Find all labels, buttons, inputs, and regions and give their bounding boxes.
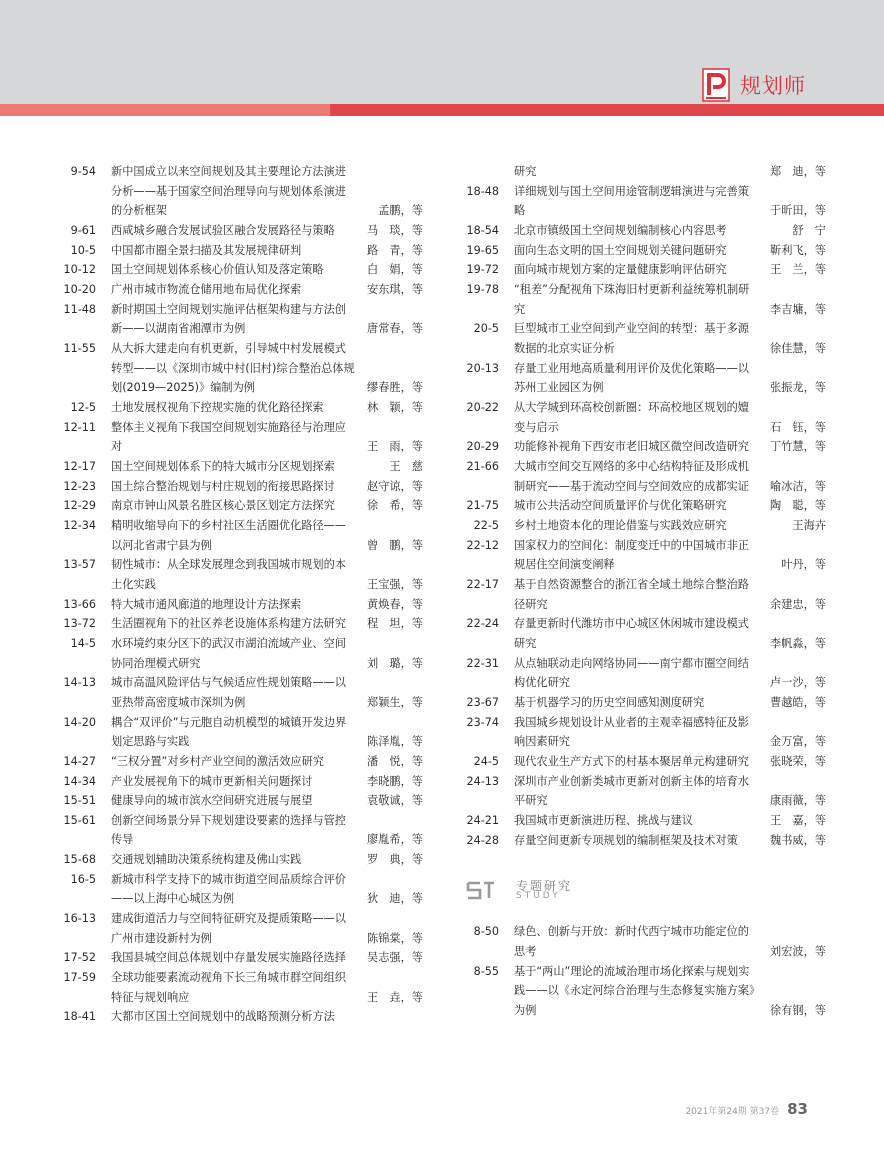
page-footer — [685, 1100, 808, 1118]
toc-page-number: 24-13 — [466, 774, 499, 788]
toc-entry — [63, 555, 423, 594]
toc-entry — [63, 221, 423, 241]
toc-article-author: 郑 迪，等 — [770, 165, 826, 178]
toc-entry — [63, 280, 423, 300]
toc-entry — [466, 260, 826, 280]
toc-article-author: 陈锦棠，等 — [367, 931, 423, 945]
toc-article-author: 赵守谅，等 — [367, 479, 423, 493]
toc-article-title: 城市公共活动空间质量评价与优化策略研究 — [514, 499, 727, 513]
toc-entry — [63, 791, 423, 811]
toc-article-author: 安东琪，等 — [367, 282, 423, 296]
toc-article-author: 廖胤希，等 — [367, 833, 423, 847]
toc-article-title: 北京市镇级国土空间规划编制核心内容思考 — [514, 223, 727, 237]
toc-article-author: 徐有钢，等 — [770, 1003, 826, 1017]
toc-page-number: 24-21 — [466, 813, 499, 827]
issue-info: 2021年第24期 第37卷 — [685, 1107, 780, 1117]
toc-article-author: 唐常春，等 — [367, 322, 423, 336]
toc-article-author: 罗 典，等 — [367, 853, 423, 867]
toc-article-title: 面向城市规划方案的定量健康影响评估研究 — [514, 263, 727, 277]
toc-article-author: 陈泽胤，等 — [367, 735, 423, 749]
toc-entry — [466, 437, 826, 457]
toc-page-number: 20-29 — [466, 440, 499, 454]
toc-page-number: 12-11 — [63, 420, 96, 434]
magazine-name: 规划师 — [740, 74, 806, 98]
toc-entry — [466, 575, 826, 614]
toc-article-author: 吴志强，等 — [367, 951, 423, 965]
toc-entry — [466, 457, 826, 496]
toc-entry — [63, 673, 423, 712]
toc-page-number: 13-66 — [63, 597, 96, 611]
toc-article-title: 研究 — [514, 165, 537, 178]
toc-entry — [466, 221, 826, 241]
toc-article-title: 大都市区国土空间规划中的战略预测分析方法 — [111, 1010, 335, 1024]
toc-entry — [63, 752, 423, 772]
toc-article-title: 巨型城市工业空间到产业空间的转型：基于多源数据的北京实证分析 — [514, 322, 749, 355]
toc-article-author: 李晓鹏，等 — [367, 774, 423, 788]
toc-entry — [63, 870, 423, 909]
toc-entry — [63, 339, 423, 398]
toc-entry — [466, 496, 826, 516]
toc-article-title: 城市高温风险评估与气候适应性规划策略——以亚热带高密度城市深圳为例 — [111, 676, 346, 709]
toc-page-number: 21-75 — [466, 499, 499, 513]
toc-article-title: 韧性城市：从全球发展理念到我国城市规划的本土化实践 — [111, 558, 346, 591]
toc-page-number: 12-17 — [63, 459, 96, 473]
toc-article-title: 国土空间规划体系核心价值认知及落定策略 — [111, 263, 324, 277]
toc-page-number: 15-51 — [63, 794, 96, 808]
toc-page-number: 22-5 — [473, 518, 499, 532]
toc-entry — [466, 241, 826, 261]
toc-article-title: 从点轴联动走向网络协同——南宁都市圈空间结构优化研究 — [514, 656, 749, 690]
toc-article-author: 马 琰，等 — [367, 223, 423, 237]
toc-entry — [466, 398, 826, 437]
magazine-brand — [702, 68, 806, 102]
section-entry-list — [466, 922, 826, 1020]
toc-entry — [466, 516, 826, 536]
toc-article-author: 王 雨，等 — [367, 440, 423, 454]
toc-article-author: 王海卉 — [792, 518, 826, 532]
toc-page-number: 19-72 — [466, 263, 499, 277]
toc-entry — [63, 948, 423, 968]
toc-page-number: 19-65 — [466, 243, 499, 257]
toc-article-author: 孟鹏，等 — [378, 204, 423, 218]
toc-article-title: 建成街道活力与空间特征研究及提质策略——以广州市建设新村为例 — [111, 912, 346, 945]
toc-article-title: 整体主义视角下我国空间规划实施路径与治理应对 — [111, 420, 346, 454]
toc-page-number: 16-5 — [70, 872, 96, 886]
study-section-logo-icon — [466, 878, 510, 902]
toc-article-title: “三权分置”对乡村产业空间的激活效应研究 — [111, 754, 324, 768]
toc-page-number: 18-54 — [466, 223, 499, 237]
toc-page-number: 16-13 — [63, 912, 96, 926]
toc-entry — [466, 536, 826, 575]
toc-article-title: 大城市空间交互网络的多中心结构特征及形成机制研究——基于流动空间与空间效应的成都实证 — [514, 459, 749, 493]
toc-article-title: 从大学城到环高校创新圈：环高校地区规划的嬗变与启示 — [514, 400, 749, 434]
toc-entry — [466, 654, 826, 693]
toc-article-author: 曹越皓，等 — [770, 695, 826, 709]
toc-entry — [63, 418, 423, 457]
toc-page-number: 20-22 — [466, 400, 499, 414]
toc-article-title: 耦合“双评价”与元胞自动机模型的城镇开发边界划定思路与实践 — [111, 715, 347, 749]
toc-page-number: 18-41 — [63, 1010, 96, 1024]
toc-article-title: 南京市钟山风景名胜区核心景区划定方法探究 — [111, 499, 335, 513]
toc-page-number: 15-61 — [63, 813, 96, 827]
toc-page-number: 8-55 — [473, 964, 499, 978]
toc-entry — [63, 496, 423, 516]
toc-page-number: 12-23 — [63, 479, 96, 493]
toc-entry — [466, 831, 826, 851]
toc-article-author: 袁敬诚，等 — [367, 794, 423, 808]
toc-article-title: 存量工业用地高质量利用评价及优化策略——以苏州工业园区为例 — [514, 361, 749, 395]
toc-page-number: 9-54 — [70, 165, 96, 178]
toc-article-author: 金万富，等 — [770, 735, 826, 749]
toc-article-author: 王 嘉，等 — [770, 813, 826, 827]
toc-article-author: 缪春胜，等 — [367, 381, 423, 395]
toc-page-number: 9-61 — [70, 223, 96, 237]
toc-page-number: 22-17 — [466, 577, 499, 591]
section-subtitle: STUDY — [516, 890, 561, 901]
toc-article-author: 王 垚，等 — [367, 990, 423, 1004]
toc-entry — [466, 811, 826, 831]
toc-page-number: 23-74 — [466, 715, 499, 729]
toc-page-number: 22-24 — [466, 617, 499, 631]
toc-article-author: 舒 宁 — [792, 223, 826, 237]
toc-left-column — [63, 162, 423, 1027]
toc-right-list — [466, 162, 826, 850]
toc-article-author: 张振龙，等 — [770, 381, 826, 395]
toc-article-title: 创新空间场景分异下规划建设要素的选择与管控传导 — [111, 813, 346, 847]
toc-article-title: 存量空间更新专项规划的编制框架及技术对策 — [514, 833, 738, 847]
toc-article-title: 功能修补视角下西安市老旧城区微空间改造研究 — [514, 440, 749, 454]
toc-article-title: 国土综合整治规划与村庄规划的衔接思路探讨 — [111, 479, 335, 493]
toc-article-title: 水环境约束分区下的武汉市湖泊流域产业、空间协同治理模式研究 — [111, 636, 346, 670]
toc-page-number: 10-5 — [70, 243, 96, 257]
toc-entry — [63, 260, 423, 280]
toc-article-author: 石 钰，等 — [770, 420, 826, 434]
toc-entry — [63, 811, 423, 850]
toc-article-author: 魏书威，等 — [770, 833, 826, 847]
toc-article-title: 国家权力的空间化：制度变迁中的中国城市非正规居住空间演变阐释 — [514, 538, 749, 572]
toc-article-title: 绿色、创新与开放：新时代西宁城市功能定位的思考 — [514, 925, 749, 958]
toc-article-author: 潘 悦，等 — [367, 754, 423, 768]
toc-entry — [63, 162, 423, 221]
section-title: 专题研究 — [516, 878, 573, 893]
toc-page-number: 22-31 — [466, 656, 499, 670]
toc-entry — [466, 752, 826, 772]
toc-article-title: 新时期国土空间规划实施评估框架构建与方法创新——以湖南省湘潭市为例 — [111, 302, 346, 336]
toc-article-title: 生活圈视角下的社区养老设施体系构建方法研究 — [111, 617, 346, 631]
toc-entry — [63, 968, 423, 1007]
toc-entry — [466, 280, 826, 319]
toc-entry — [63, 477, 423, 497]
toc-article-author: 丁竹慧，等 — [770, 440, 826, 454]
toc-article-title: 我国城市更新演进历程、挑战与建议 — [514, 813, 694, 827]
toc-article-author: 程 坦，等 — [367, 617, 423, 631]
toc-article-title: 基于“两山”理论的流域治理市场化探索与规划实践——以《永定河综合治理与生态修复实施方案》为例 — [514, 964, 755, 1017]
toc-article-title: 新城市科学支持下的城市街道空间品质综合评价——以上海中心城区为例 — [111, 872, 346, 906]
toc-entry — [466, 962, 826, 1021]
toc-page-number: 24-28 — [466, 833, 499, 847]
toc-article-title: 西咸城乡融合发展试验区融合发展路径与策略 — [111, 223, 335, 237]
toc-entry — [466, 182, 826, 221]
toc-entry — [63, 909, 423, 948]
toc-article-title: 国土空间规划体系下的特大城市分区规划探索 — [111, 459, 335, 473]
toc-article-author: 徐佳慧，等 — [770, 341, 826, 355]
toc-article-title: 基于机器学习的历史空间感知测度研究 — [514, 695, 705, 709]
toc-article-title: 健康导向的城市滨水空间研究进展与展望 — [111, 794, 313, 808]
toc-page-number: 11-48 — [63, 302, 96, 316]
toc-article-title: 深圳市产业创新类城市更新对创新主体的培育水平研究 — [514, 774, 749, 808]
toc-article-title: 特大城市通风廊道的地理设计方法探索 — [111, 597, 302, 611]
toc-page-number: 21-66 — [466, 459, 499, 473]
toc-article-author: 陶 聪，等 — [770, 499, 826, 513]
toc-page-number: 8-50 — [473, 925, 499, 939]
toc-entry — [63, 634, 423, 673]
toc-article-author: 王 慈 — [389, 459, 423, 473]
toc-article-title: 基于自然资源整合的浙江省全域土地综合整治路径研究 — [514, 577, 749, 611]
toc-entry — [63, 713, 423, 752]
toc-article-title: 土地发展权视角下控规实施的优化路径探索 — [111, 400, 324, 414]
toc-page-number: 20-13 — [466, 361, 499, 375]
toc-page-number: 12-29 — [63, 499, 96, 513]
toc-article-author: 刘 璐，等 — [367, 656, 423, 670]
toc-article-author: 叶丹，等 — [781, 558, 826, 572]
toc-page-number: 19-78 — [466, 282, 499, 296]
toc-article-author: 李吉墉，等 — [770, 302, 826, 316]
toc-entry — [63, 241, 423, 261]
toc-article-author: 林 颖，等 — [367, 400, 423, 414]
toc-page-number: 15-68 — [63, 853, 96, 867]
toc-article-author: 靳利飞，等 — [770, 243, 826, 257]
toc-page-number: 18-48 — [466, 184, 499, 198]
toc-article-author: 康雨薇，等 — [770, 794, 826, 808]
toc-article-title: 存量更新时代潍坊市中心城区休闲城市建设模式研究 — [514, 617, 749, 650]
toc-page-number: 14-13 — [63, 676, 96, 690]
toc-article-title: 中国都市圈全景扫描及其发展规律研判 — [111, 243, 302, 257]
toc-article-title: 新中国成立以来空间规划及其主要理论方法演进分析——基于国家空间治理导向与规划体系演进的分析框架 — [111, 165, 346, 218]
toc-article-title: 交通规划辅助决策系统构建及佛山实践 — [111, 853, 302, 867]
toc-article-title: 从大拆大建走向有机更新，引导城中村发展模式转型——以《深圳市城中村(旧村)综合整治总体规划(2019—2025)》编制为例 — [111, 341, 355, 395]
toc-article-author: 狄 迪，等 — [367, 892, 423, 906]
toc-entry — [466, 162, 826, 182]
toc-page-number: 14-5 — [70, 636, 96, 650]
toc-page-number: 22-12 — [466, 538, 499, 552]
toc-page-number: 14-27 — [63, 754, 96, 768]
toc-article-title: “租差”分配视角下珠海旧村更新利益统筹机制研究 — [514, 282, 750, 316]
page-number: 83 — [787, 1100, 808, 1118]
toc-article-author: 李帆淼，等 — [770, 636, 826, 650]
toc-entry — [63, 614, 423, 634]
toc-article-title: 现代农业生产方式下的村基本聚居单元构建研究 — [514, 754, 749, 768]
toc-article-author: 徐 希，等 — [367, 499, 423, 513]
toc-article-title: 详细规划与国土空间用途管制逻辑演进与完善策略 — [514, 184, 749, 218]
toc-entry — [63, 1007, 423, 1027]
toc-article-author: 于昕田，等 — [770, 204, 826, 218]
toc-page-number: 10-12 — [63, 263, 96, 277]
toc-page-number: 20-5 — [473, 322, 499, 336]
toc-article-author: 路 青，等 — [367, 243, 423, 257]
toc-page-number: 14-34 — [63, 774, 96, 788]
toc-entry — [63, 850, 423, 870]
toc-entry — [63, 398, 423, 418]
toc-article-author: 喻冰洁，等 — [770, 479, 826, 493]
toc-article-author: 卢一沙，等 — [770, 676, 826, 690]
toc-page-number: 12-5 — [70, 400, 96, 414]
toc-page-number: 11-55 — [63, 341, 96, 355]
section-title-group — [516, 880, 572, 901]
toc-entry — [466, 772, 826, 811]
toc-entry — [63, 457, 423, 477]
toc-article-title: 面向生态文明的国土空间规划关键问题研究 — [514, 243, 727, 257]
toc-right-column — [466, 162, 826, 1021]
toc-page-number: 10-20 — [63, 282, 96, 296]
section-heading — [466, 868, 826, 912]
toc-article-author: 刘宏波，等 — [770, 944, 826, 958]
toc-page-number: 12-34 — [63, 518, 96, 532]
toc-entry — [466, 713, 826, 752]
toc-article-title: 全球功能要素流动视角下长三角城市群空间组织特征与规划响应 — [111, 971, 346, 1004]
toc-article-title: 产业发展视角下的城市更新相关问题探讨 — [111, 774, 313, 788]
magazine-logo-icon — [702, 68, 730, 102]
toc-entry — [466, 359, 826, 398]
toc-article-author: 余建忠，等 — [770, 597, 826, 611]
toc-entry — [466, 922, 826, 961]
toc-article-author: 白 娟，等 — [367, 263, 423, 277]
toc-article-author: 张晓荣，等 — [770, 754, 826, 768]
toc-article-title: 我国县城空间总体规划中存量发展实施路径选择 — [111, 951, 346, 965]
toc-article-author: 郑颖生，等 — [367, 695, 423, 709]
toc-entry — [63, 516, 423, 555]
toc-entry — [63, 595, 423, 615]
header-accent-bar-highlight — [0, 104, 330, 116]
toc-page-number: 14-20 — [63, 715, 96, 729]
toc-entry — [63, 772, 423, 792]
toc-article-title: 乡村土地资本化的理论借鉴与实践效应研究 — [514, 518, 727, 532]
toc-page-number: 13-72 — [63, 617, 96, 631]
toc-article-author: 王 兰，等 — [770, 263, 826, 277]
toc-page-number: 17-52 — [63, 951, 96, 965]
toc-article-author: 黄焕春，等 — [367, 597, 423, 611]
toc-entry — [466, 693, 826, 713]
toc-entry — [466, 614, 826, 653]
toc-page-number: 17-59 — [63, 971, 96, 985]
toc-entry — [63, 300, 423, 339]
toc-page-number: 24-5 — [473, 754, 499, 768]
toc-article-title: 我国城乡规划设计从业者的主观幸福感特征及影响因素研究 — [514, 715, 749, 749]
toc-entry — [466, 319, 826, 358]
toc-article-title: 广州市城市物流仓储用地布局优化探索 — [111, 282, 302, 296]
toc-article-author: 曾 鹏，等 — [367, 538, 423, 552]
toc-article-title: 精明收缩导向下的乡村社区生活圈优化路径——以河北省肃宁县为例 — [111, 518, 346, 552]
toc-article-author: 王宝强，等 — [367, 577, 423, 591]
toc-page-number: 13-57 — [63, 558, 96, 572]
toc-page-number: 23-67 — [466, 695, 499, 709]
